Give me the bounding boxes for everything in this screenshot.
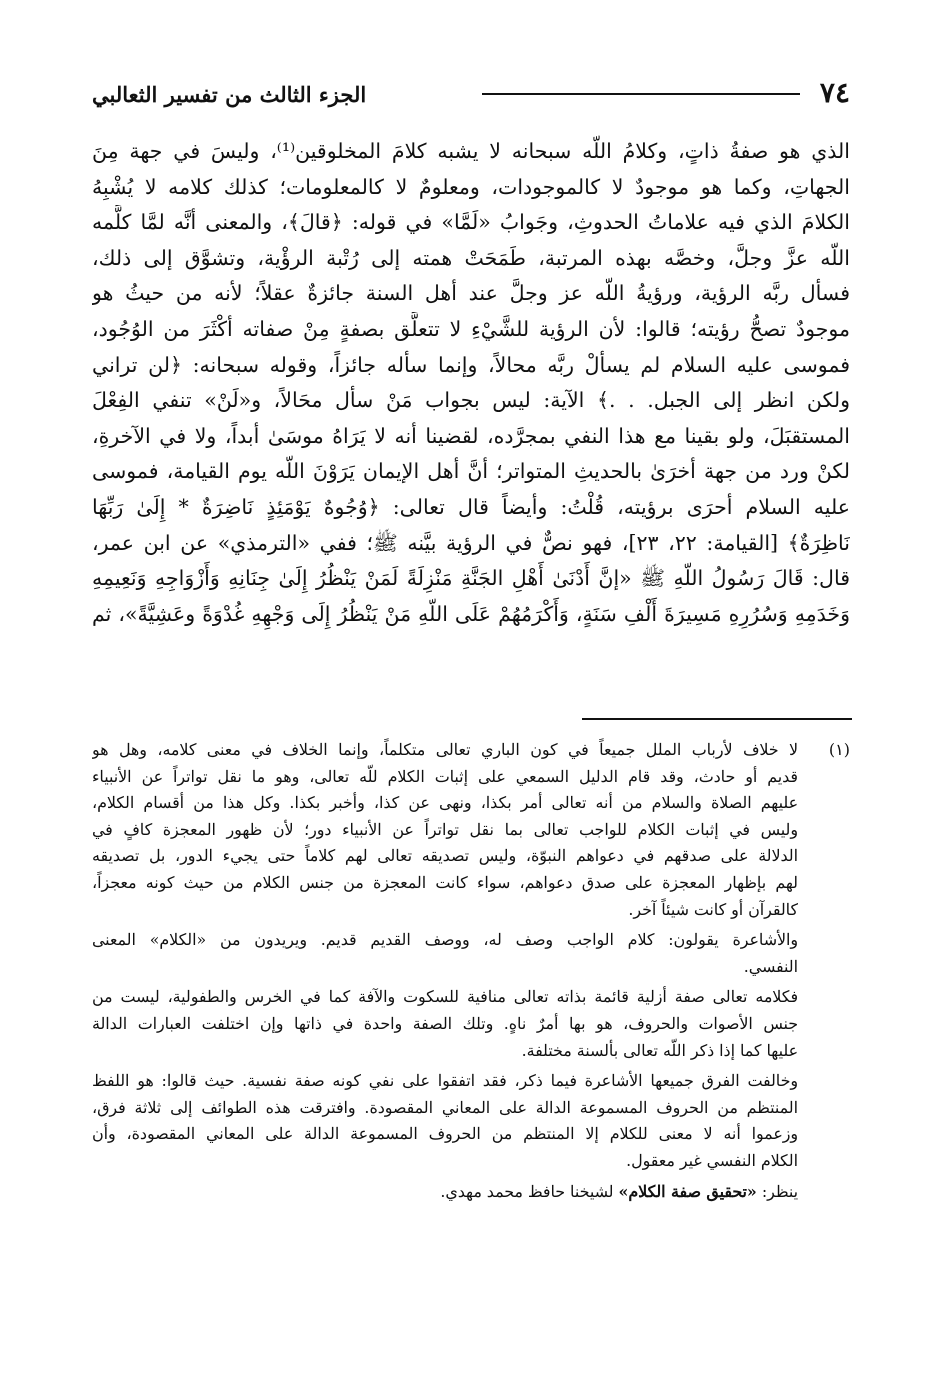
footnote-line: النفسي.: [743, 956, 798, 976]
footnote-line: قديم أو حادث، وقد قام الدليل السمعي على إثبات الكلام للّه تعالى، وهو ما نقل تواتراً عن الأنبياء: [92, 766, 798, 786]
footnote-line: لهم بإظهار المعجزة على صدق دعواهم، سواء كانت المعجزة من جنس الكلام من حيث كونه معجزاً،: [92, 872, 798, 892]
main-text-line: اللّه عزَّ وجلَّ، وخصَّه بهذه المرتبة، طَمَحَتْ همته إلى رُتْبة الرؤْية، وتشوَّق إلى ذلك،: [92, 245, 850, 270]
footnote-line: الدلالة على صدقهم في دعواهم النبوّة، وليس تصديقه تعالى لهم كلاماً حتى يجيء الدور، بل تصديقه: [92, 846, 798, 866]
running-title: الجزء الثالث من تفسير الثعالبي: [92, 82, 367, 107]
main-text-line: الجهاتِ، وكما هو موجودٌ لا كالموجودات، ومعلومٌ لا كالمعلومات؛ كذلك كلامه لا يُشْبِهُ: [92, 174, 850, 199]
footnote-paragraph: [92, 737, 798, 923]
footnote-line: والأشاعرة يقولون: كلام الواجب وصف له، ووصف القديم قديم. ويريدون من «الكلام» المعنى: [92, 930, 798, 950]
footnote-line: وخالفت الفرق جميعها الأشاعرة فيما ذكر، فقد اتفقوا على نفي كونه صفة نفسية. حيث قالوا: هو اللفظ: [92, 1071, 798, 1091]
page-number: ٧٤: [819, 76, 850, 109]
main-text-line: موجودٌ تصحُّ رؤيته؛ قالوا: لأن الرؤية للشَّيْءِ لا تتعلَّق بصفةٍ مِنْ صفاته أكْثَرَ من الوُجُود،: [92, 316, 850, 341]
main-text-line: وَخَدَمِهِ وَسُرُرِهِ مَسِيرَةَ أَلْفِ سَنَةٍ، وَأَكْرَمُهُمْ عَلَى اللّهِ مَنْ يَنْظُرُ إِلَى وَجْهِهِ غُدْوَةً وعَشِيَّةً»، ثم: [92, 601, 850, 626]
main-text-line: الذي هو صفةُ ذاتٍ، وكلامُ اللّه سبحانه لا يشبه كلامَ المخلوقين⁽¹⁾، وليسَ في جهة مِنَ: [92, 139, 850, 163]
footnote-line: فكلامه تعالى صفة أزلية قائمة بذاته تعالى منافية للسكوت والآفة كما في الخرس والطفولية، ليست من: [92, 987, 798, 1007]
footnote-paragraph: [92, 927, 798, 980]
main-text: [92, 134, 850, 632]
footnote-line: عليهم الصلاة والسلام من أنه تعالى أمر بكذا، ونهى عن كذا، وأخبر بكذا. وكل هذا من أقسام الكلام،: [92, 793, 798, 813]
main-text-line: المستقبَلَ، ولو بقينا مع هذا النفي بمجرَّده، لقضينا أنه لا يَرَاهُ موسَىٰ أبداً، ولا في الآخرةِ،: [92, 423, 850, 448]
footnote-line: لا خلاف لأرباب الملل جميعاً في كون الباري تعالى متكلماً، وإنما الخلاف في معنى كلامه، وهل هو: [92, 740, 798, 759]
footnote-number: (١): [828, 740, 850, 759]
footnote-line: الكلام النفسي غير معقول.: [626, 1150, 798, 1170]
main-text-line: نَاظِرَةٌ﴾ [القيامة: ٢٢، ٢٣]، فهو نصٌّ في الرؤية بيَّنه ﷺ؛ ففي «الترمذي» عن ابن عمر،: [92, 530, 850, 555]
footnotes: [92, 737, 850, 1209]
main-text-line: عليه السلام أحرَى برؤيته، قُلْتُ: وأيضاً قال تعالى: ﴿وُجُوهٌ يَوْمَئِذٍ نَاضِرَةٌ * إِلَىٰ رَبِّهَا: [92, 494, 850, 519]
main-text-line: فسأل ربَّه الرؤية، ورؤيةُ اللّه عز وجلَّ عند أهل السنة جائزةٌ عقلاً؛ لأنه من حيثُ هو: [92, 281, 850, 306]
main-text-line: الكلامَ الذي فيه علاماتُ الحدوثِ، وجَوابُ «لَمَّا» في قوله: ﴿قالَ﴾، والمعنى أنَّه لمَّا كلَّمه: [92, 210, 850, 235]
footnote-paragraph: [92, 984, 798, 1064]
footnote-body: [92, 737, 798, 1205]
main-text-line: فموسى عليه السلام لم يسألْ ربَّه محالاً، وإنما سأله جائزاً، وقوله سبحانه: ﴿لن تراني: [92, 352, 850, 377]
reference-title: «تحقيق صفة الكلام»: [618, 1181, 757, 1201]
footnote-line: كالقرآن أو كانت شيئاً آخر.: [628, 899, 798, 919]
footnote-line: المنتظم من الحروف المسموعة الدالة على المعاني المقصودة. وافترقت هذه الطوائف إلى ثلاثة فرق،: [92, 1097, 798, 1117]
reference-prefix: ينظر:: [756, 1181, 798, 1201]
footnote-paragraph: [92, 1068, 798, 1174]
footnote-separator: [582, 718, 852, 720]
page-header: [92, 78, 850, 114]
footnote-reference: [92, 1179, 798, 1206]
main-text-line: لكنْ ورد من جهة أخرَىٰ بالحديثِ المتواتر؛ أنَّ أهل الإيمان يَرَوْنَ اللّه يوم القيامة، فموسى: [92, 459, 850, 484]
main-text-line: ولكن انظر إلى الجبل. . .﴾ الآية: ليس بجواب مَنْ سأل محَالاً، و«لَنْ» تنفي الفِعْلَ: [92, 388, 850, 413]
reference-suffix: لشيخنا حافظ محمد مهدي.: [440, 1181, 619, 1201]
footnote-reference-line: [92, 1179, 798, 1206]
main-text-line: قال: قَالَ رَسُولُ اللّهِ ﷺ «إنَّ أَدْنَىٰ أَهْلِ الجَنَّةِ مَنْزِلَةً لَمَنْ يَنْظُرُ إِلَىٰ جِنَانِهِ وَأَزْوَاجِهِ وَنَعِيمِهِ: [92, 566, 850, 591]
footnote-line: عليها كما إذا ذكر اللّه تعالى بألسنة مختلفة.: [521, 1040, 798, 1060]
footnote-line: جنس الأصوات والحروف، هو بها أمرٌ ناهٍ. وتلك الصفة واحدة في ذاتها وإن اختلفت العبارات الدالة: [92, 1013, 798, 1033]
header-rule: [482, 93, 800, 95]
footnote-line: وزعموا أنه لا معنى للكلام إلا المنتظم من الحروف المسموعة الدالة على المعاني المقصودة، وأن: [92, 1124, 798, 1144]
footnote-line: وليس في إثبات الكلام للواجب تعالى بما نقل تواتراً عن الأنبياء دور؛ لأن ظهور المعجزة كافٍ في: [92, 819, 798, 839]
